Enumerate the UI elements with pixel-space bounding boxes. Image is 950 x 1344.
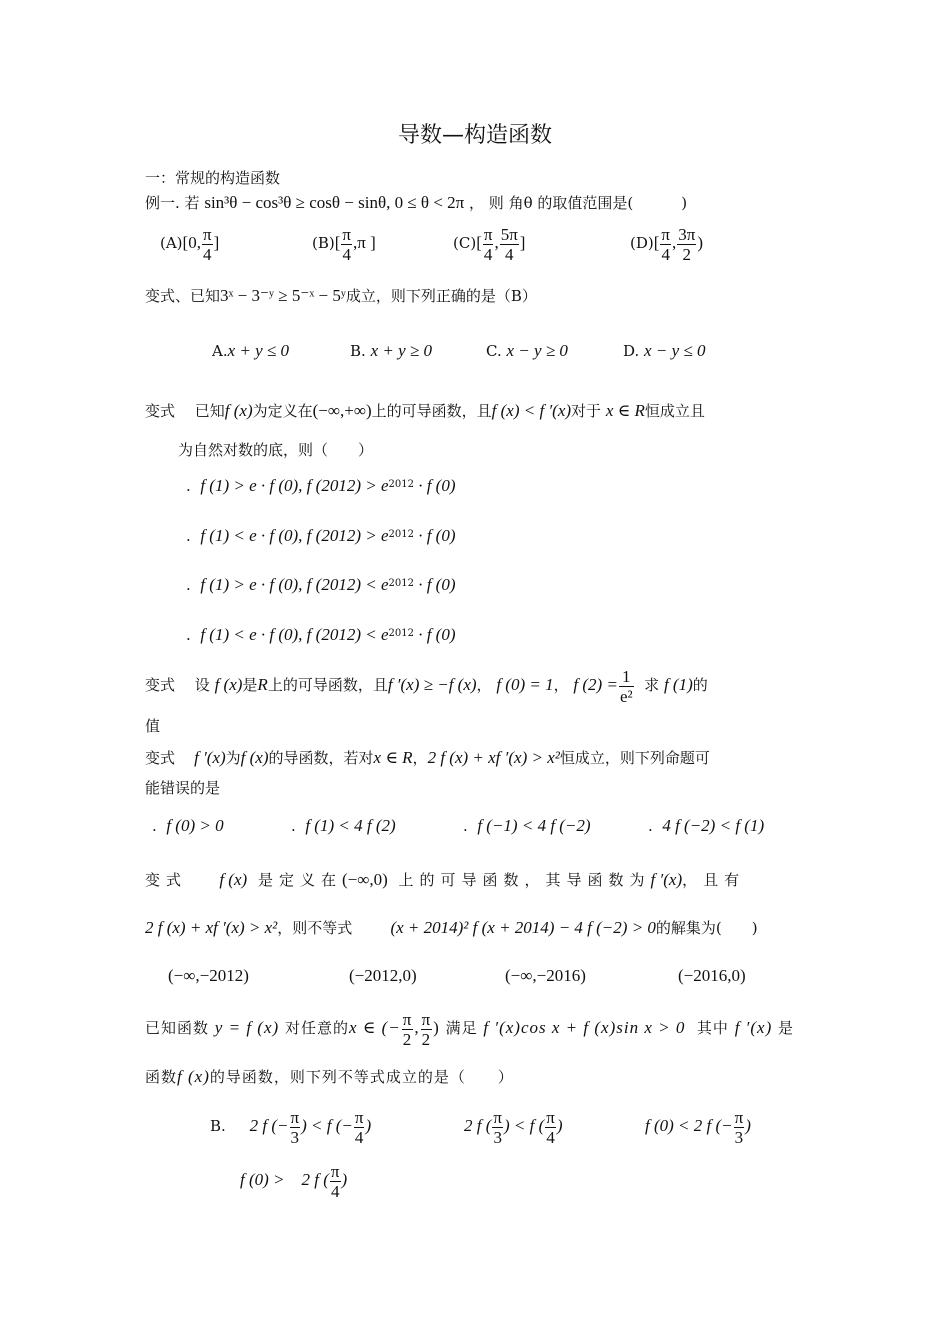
option-expr: x + y ≥ 0 [370,341,432,360]
math: 2 f (x) + xf ′(x) > x² [145,918,278,937]
comma: , [672,233,677,252]
dot: . [186,477,191,495]
fraction [402,1010,414,1049]
math: f (2) = [573,675,618,694]
text: 变式 [145,749,176,767]
math: · f (0) [413,625,456,644]
option-label: (D) [630,234,654,252]
dot: . [463,817,468,835]
text: 对任意的 [284,1019,349,1037]
variant-4-line-2: 能错误的是 [145,779,221,797]
option-label: (A) [160,234,183,252]
fraction [421,1010,433,1049]
math: 2 f (x) + xf ′(x) > x² [427,748,560,767]
option-label: C. [486,342,502,360]
math: ) [556,1116,563,1135]
numerator: π [734,1107,744,1127]
numerator: π [661,224,670,244]
math: f (−1) < 4 f (−2) [477,816,591,835]
problem-6-options-row [210,1104,371,1148]
variant-5-option-1: (−∞,−2012) [168,966,249,985]
text: 求 [644,676,660,694]
text: 的解集为( ) [655,919,758,937]
math: f (0) > 2 f ( [240,1170,329,1189]
dot: . [186,527,191,545]
dot: . [186,576,191,594]
fraction [492,1108,503,1147]
denominator: 4 [546,1127,555,1147]
fraction [341,225,352,264]
variant-4-option-4 [648,816,764,836]
variant-1-question [145,286,537,306]
text: 上的可导函数，且 [267,676,388,694]
math: f (x) [177,1067,210,1086]
numerator: π [421,1009,432,1029]
math: f (1) < e · f (0), f (2012) < e [200,625,389,644]
bracket: [0, [182,233,201,252]
variant-5-option-4: (−2016,0) [678,966,746,985]
paren-close: ) [681,194,688,212]
problem-6-option-2 [464,1104,563,1148]
math: f (0) > 0 [166,816,224,835]
math: f (1) > e · f (0), f (2012) < e [200,575,389,594]
math: f (1) > e · f (0), f (2012) > e [200,476,389,495]
numerator: π [354,1107,364,1127]
math: 4 f (−2) < f (1) [662,816,765,835]
section-heading: 一：常规的构造函数 [145,169,281,187]
option-expr: x − y ≤ 0 [644,341,706,360]
math: f ′(x) [194,748,226,767]
math: f ′(x) ≥ −f (x) [387,675,477,694]
denominator: 4 [483,244,493,264]
denominator: 2 [421,1029,432,1049]
text: 的导函数，若对 [268,749,374,767]
exponent: 2012 [388,628,414,639]
example-1-option-d [630,222,703,264]
text: ，且有 [682,871,746,889]
math: f (x) < f ′(x) [491,401,572,420]
option-expr: x + y ≤ 0 [227,341,290,360]
math: f (1) [663,675,693,694]
text: 为 [225,749,241,767]
math: (−∞,+∞) [312,401,372,420]
math: f (x) [240,748,269,767]
math: x ∈ R [605,401,645,420]
option-label: B. [210,1117,226,1135]
math: f (1) < 4 f (2) [305,816,396,835]
fraction [354,1108,365,1147]
fraction [677,225,696,264]
math: f (x) [219,870,248,889]
fraction [202,225,213,264]
problem-6-option-3 [645,1104,751,1148]
text: 变式 已知 [145,402,225,420]
denominator: 4 [505,244,514,264]
math: f ′(x) [650,870,683,889]
text: 的 [692,676,708,694]
math: ) [341,1170,348,1189]
denominator: 3 [290,1127,300,1147]
variant-1-option-c [486,341,568,361]
dot: . [152,817,157,835]
text: 为定义在 [252,402,313,420]
dot: . [648,817,653,835]
math: ) < f ( [503,1116,545,1135]
text: 变式 [145,871,188,889]
exponent: 2012 [388,479,414,490]
variant-2-option-3 [186,575,456,598]
dot: . [291,817,296,835]
variant-4-option-2 [291,816,396,836]
variant-1-option-b [350,341,432,361]
text: ， [476,676,492,694]
denominator: 2 [682,244,692,264]
math: · f (0) [413,575,456,594]
text: 上的可导函数，且 [371,402,492,420]
example-1-option-c [453,222,525,264]
denominator: e² [619,686,633,706]
text: 对于 [571,402,602,420]
math: f (1) < e · f (0), f (2012) > e [200,526,389,545]
numerator: π [290,1107,300,1127]
math: R [257,675,268,694]
text: 其中 [696,1019,729,1037]
text: 恒成立，则下列命题可 [559,749,710,767]
bracket: ] [519,233,526,252]
math: 2 f ( [464,1116,492,1135]
variant-4-option-3 [463,816,591,836]
option-label: (C) [453,234,477,252]
variant-3-question [145,662,708,708]
variant-4-option-1 [152,816,224,836]
math: f (0) = 1 [496,675,554,694]
variant-1-tail: 成立，则下列正确的是（B） [345,287,537,305]
variant-5-option-3: (−∞,−2016) [505,966,586,985]
dot: . [186,626,191,644]
numerator: 5π [500,224,518,244]
text: 是 [778,1019,795,1037]
variant-1-option-d [623,341,705,361]
numerator: π [493,1107,502,1127]
page-title: 导数—构造函数 [397,123,552,148]
math: ) < f (− [301,1116,353,1135]
numerator: π [330,1161,340,1181]
option-label: A. [212,342,228,360]
math: f (x) [224,401,253,420]
variant-5-line-2 [145,918,758,938]
math: ) [365,1116,372,1135]
variant-2-line-2: 为自然对数的底，则（ ） [178,441,374,459]
denominator: 4 [330,1181,340,1201]
fraction [545,1108,556,1147]
text: 是 [242,676,258,694]
numerator: π [342,224,351,244]
math: x ∈ (− [348,1018,401,1037]
variant-label: 变式、已知 [145,287,221,305]
example-1-inequality: sin³θ − cos³θ ≥ cosθ − sinθ, 0 ≤ θ < 2π [204,193,465,212]
paren: ) [433,1018,440,1037]
numerator: 1 [619,667,634,687]
bracket: ,π ] [353,233,376,252]
numerator: π [546,1107,555,1127]
math: x ∈ R [373,748,413,767]
math: f ′(x) [734,1018,773,1037]
denominator: 3 [493,1127,502,1147]
text: 变式 设 [145,676,210,694]
variant-5-option-2: (−2012,0) [349,966,417,985]
math: y = f (x) [214,1018,280,1037]
comma: , [414,1018,420,1037]
denominator: 2 [402,1029,413,1049]
text: ，则不等式 [277,919,353,937]
variant-3-line-2: 值 [145,717,161,735]
comma: , [494,233,499,252]
bracket: [ [334,233,341,252]
example-1-tail: ， 则 角θ 的取值范围是( [469,194,634,212]
variant-1-inequality: 3ˣ − 3⁻ʸ ≥ 5⁻ˣ − 5ʸ [220,286,346,305]
denominator: 4 [661,244,670,264]
option-expr: x − y ≥ 0 [506,341,568,360]
numerator: π [402,1009,413,1029]
math: · f (0) [413,476,456,495]
denominator: 3 [734,1127,744,1147]
fraction [290,1108,301,1147]
text: ， [412,749,428,767]
math: f ′(x)cos x + f (x)sin x > 0 [483,1018,686,1037]
bracket: [ [653,233,660,252]
variant-2-option-1 [186,476,456,499]
text: 已知函数 [145,1019,210,1037]
fraction [660,225,671,264]
example-1-option-b [312,222,376,264]
exponent: 2012 [388,529,414,540]
math: (−∞,0) [341,870,388,889]
math: f (x) [214,675,243,694]
example-1-question [145,193,687,213]
denominator: 4 [342,244,351,264]
bracket: ] [213,233,220,252]
fraction [734,1108,745,1147]
exponent: 2012 [388,578,414,589]
example-1-label: 例一. 若 [145,194,200,212]
math: f (0) < 2 f (− [645,1116,733,1135]
math: (x + 2014)² f (x + 2014) − 4 f (−2) > 0 [390,918,656,937]
variant-2-question [145,401,705,421]
numerator: π [202,224,212,244]
text: 恒成立且 [644,402,705,420]
variant-2-option-4 [186,625,456,648]
text: 满足 [445,1019,478,1037]
option-label: D. [623,342,640,360]
bracket: [ [476,233,482,252]
text: 上的可导函数，其导函数为 [398,871,651,889]
math: · f (0) [413,526,456,545]
math: ) [745,1116,751,1135]
variant-1-option-a [212,341,289,361]
fraction [330,1162,341,1201]
variant-2-option-2 [186,526,456,549]
option-label: B. [350,342,366,360]
text: 是定义在 [257,871,342,889]
problem-6-line-2 [145,1067,514,1087]
variant-5-question [145,870,745,890]
text: 函数 [145,1068,178,1086]
numerator: π [483,224,493,244]
denominator: 4 [354,1127,364,1147]
denominator: 4 [203,244,212,264]
bracket: ) [697,233,704,252]
problem-6-question [145,1006,794,1050]
option-label: (B) [312,234,335,252]
text: ， [553,676,569,694]
problem-6-option-4 [240,1158,347,1202]
fraction [483,225,494,264]
fraction [500,225,519,264]
text: 的导函数，则下列不等式成立的是（ ） [209,1068,514,1086]
math: 2 f (− [249,1116,289,1135]
example-1-option-a [160,222,219,264]
variant-4-question [145,748,710,768]
fraction [619,667,634,706]
numerator: 3π [678,224,696,244]
